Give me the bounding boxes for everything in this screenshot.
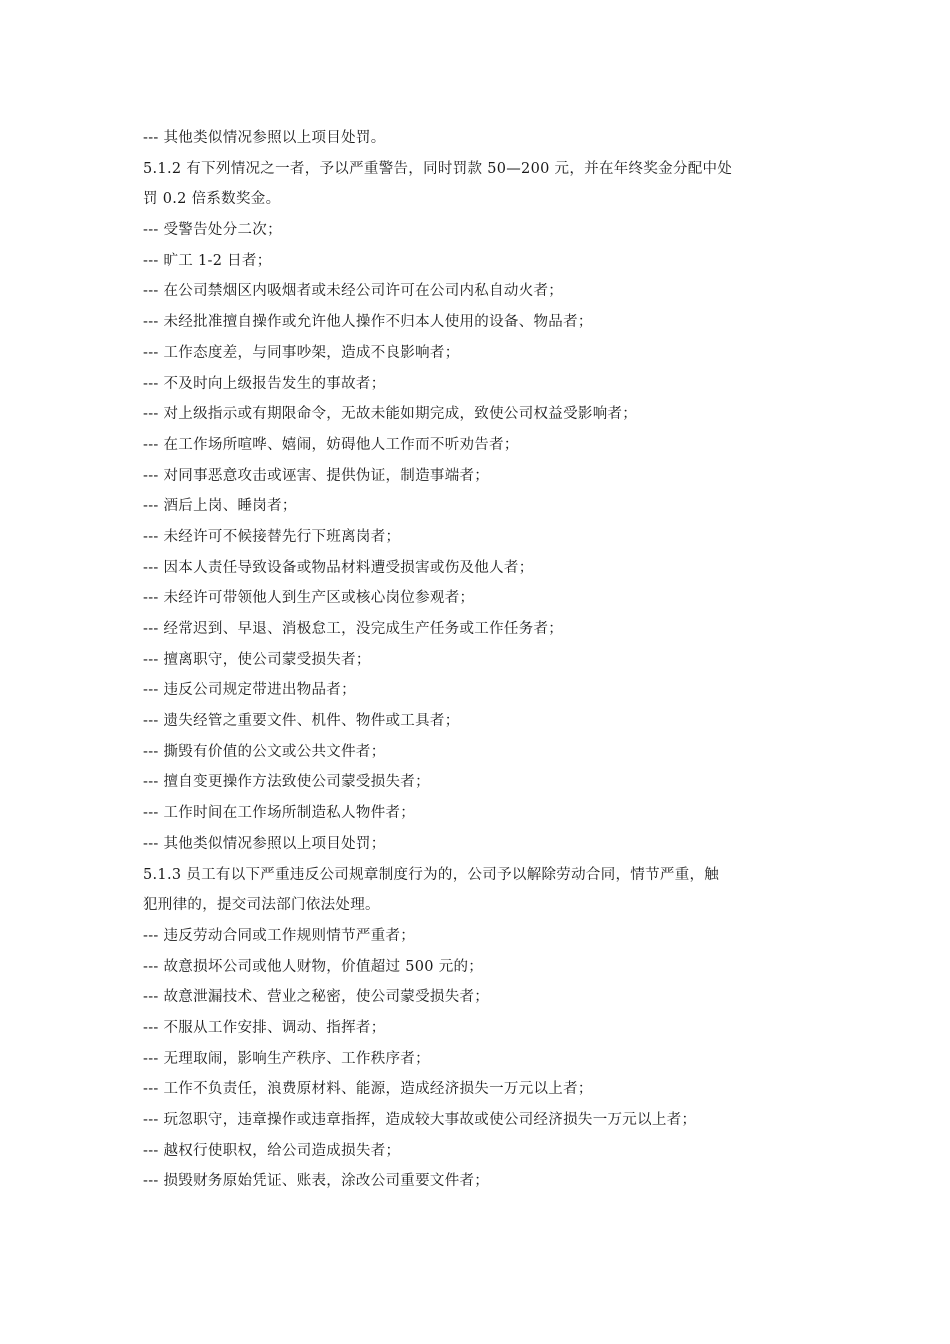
text-line: 罚 0.2 倍系数奖金。: [143, 191, 281, 208]
list-item: --- 不及时向上级报告发生的事故者；: [143, 375, 386, 392]
list-item: --- 受警告处分二次；: [143, 222, 282, 239]
section-heading-5-1-2: 5.1.2 有下列情况之一者，予以严重警告，同时罚款 50—200 元，并在年终奖金分配中处: [143, 160, 733, 177]
document-page: [143, 123, 823, 1197]
list-item: --- 未经许可带领他人到生产区或核心岗位参观者；: [143, 590, 475, 607]
list-item: --- 在公司禁烟区内吸烟者或未经公司许可在公司内私自动火者；: [143, 283, 564, 300]
list-item: --- 经常迟到、早退、消极怠工，没完成生产任务或工作任务者；: [143, 621, 564, 637]
list-item: --- 玩忽职守，违章操作或违章指挥，造成较大事故或使公司经济损失一万元以上者；: [143, 1112, 697, 1128]
list-item: --- 违反公司规定带进出物品者；: [143, 682, 356, 699]
list-item: --- 不服从工作安排、调动、指挥者；: [143, 1019, 386, 1036]
list-item: --- 撕毁有价值的公文或公共文件者；: [143, 743, 386, 760]
list-item: --- 因本人责任导致设备或物品材料遭受损害或伤及他人者；: [143, 559, 534, 576]
list-item: --- 对同事恶意攻击或诬害、提供伪证，制造事端者；: [143, 467, 490, 484]
section-heading-5-1-3: 5.1.3 员工有以下严重违反公司规章制度行为的，公司予以解除劳动合同，情节严重，触: [143, 866, 720, 883]
list-item: --- 工作不负责任，浪费原材料、能源，造成经济损失一万元以上者；: [143, 1081, 593, 1098]
list-item: --- 遗失经管之重要文件、机件、物件或工具者；: [143, 713, 460, 730]
list-item: --- 未经许可不候接替先行下班离岗者；: [143, 528, 401, 545]
list-item: --- 对上级指示或有期限命令，无故未能如期完成，致使公司权益受影响者；: [143, 406, 638, 423]
list-item: --- 酒后上岗、睡岗者；: [143, 498, 297, 515]
text-line: --- 其他类似情况参照以上项目处罚。: [143, 130, 386, 146]
list-item: --- 擅自变更操作方法致使公司蒙受损失者；: [143, 774, 430, 791]
list-item: --- 违反劳动合同或工作规则情节严重者；: [143, 927, 416, 944]
text-line: 犯刑律的，提交司法部门依法处理。: [143, 897, 380, 914]
list-item: --- 未经批准擅自操作或允许他人操作不归本人使用的设备、物品者；: [143, 314, 593, 331]
list-item: --- 其他类似情况参照以上项目处罚；: [143, 835, 386, 852]
list-item: --- 故意泄漏技术、营业之秘密，使公司蒙受损失者；: [143, 989, 490, 1006]
list-item: --- 擅离职守，使公司蒙受损失者；: [143, 651, 371, 668]
list-item: --- 旷工 1-2 日者；: [143, 252, 272, 269]
list-item: --- 无理取闹，影响生产秩序、工作秩序者；: [143, 1050, 430, 1067]
list-item: --- 工作时间在工作场所制造私人物件者；: [143, 805, 416, 822]
list-item: --- 在工作场所喧哗、嬉闹，妨碍他人工作而不听劝告者；: [143, 436, 519, 453]
list-item: --- 工作态度差，与同事吵架，造成不良影响者；: [143, 344, 460, 361]
list-item: --- 损毁财务原始凭证、账表，涂改公司重要文件者；: [143, 1173, 490, 1190]
list-item: --- 故意损坏公司或他人财物，价值超过 500 元的；: [143, 958, 484, 975]
list-item: --- 越权行使职权，给公司造成损失者；: [143, 1142, 401, 1159]
